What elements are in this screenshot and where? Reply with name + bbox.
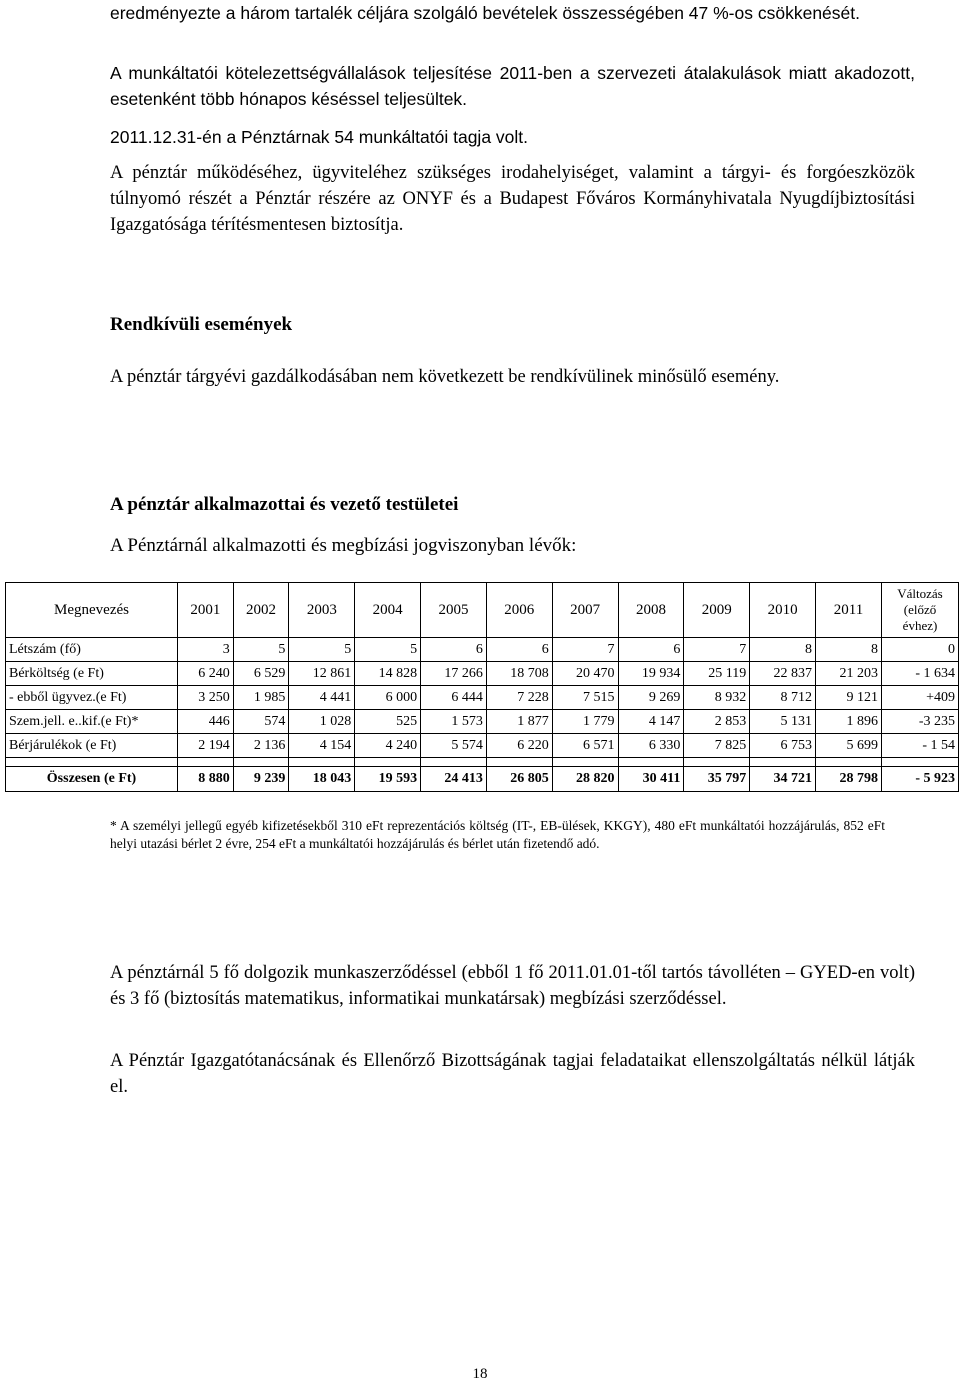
header-year: 2006 — [486, 583, 552, 638]
table-row — [6, 734, 959, 758]
paragraph-employer-members: 2011.12.31-én a Pénztárnak 54 munkáltatói tagja volt. — [110, 127, 529, 147]
table-total-row — [6, 767, 959, 792]
row-value: 1 877 — [486, 710, 552, 734]
row-value: 21 203 — [816, 662, 882, 686]
header-year: 2005 — [421, 583, 487, 638]
row-value: 6 220 — [486, 734, 552, 758]
paragraph-employees-intro: A Pénztárnál alkalmazotti és megbízási jogviszonyban lévők: — [110, 535, 577, 556]
spacer-cell — [486, 758, 552, 767]
row-value: 2 194 — [178, 734, 234, 758]
spacer-cell — [178, 758, 234, 767]
row-label: Szem.jell. e..kif.(e Ft)* — [6, 710, 178, 734]
heading-employees-boards: A pénztár alkalmazottai és vezető testületei — [110, 494, 459, 515]
header-year: 2007 — [552, 583, 618, 638]
header-year: 2008 — [618, 583, 684, 638]
row-value: 7 515 — [552, 686, 618, 710]
row-value: 22 837 — [750, 662, 816, 686]
row-label: - ebből ügyvez.(e Ft) — [6, 686, 178, 710]
row-value: 6 753 — [750, 734, 816, 758]
row-value: 1 028 — [289, 710, 355, 734]
row-label: Összesen (e Ft) — [6, 767, 178, 792]
row-value: 28 798 — [816, 767, 882, 792]
heading-extraordinary-events: Rendkívüli események — [110, 314, 293, 335]
table-footnote: * A személyi jellegű egyéb kifizetésekből 310 eFt reprezentációs költség (IT-, EB-ülések, KKGY), 480 eFt munkáltatói hozzájárulás, 852 eFt helyi utazási bérlet 2 évre, 254 eFt a munkáltatói hozzájárulás és bérlet után fizetendő adó. — [110, 818, 885, 851]
spacer-cell — [6, 758, 178, 767]
paragraph-extraordinary-events: A pénztár tárgyévi gazdálkodásában nem következett be rendkívülinek minősülő esemény. — [110, 367, 780, 387]
row-value: 6 330 — [618, 734, 684, 758]
spacer-cell — [355, 758, 421, 767]
row-value: 6 240 — [178, 662, 234, 686]
header-year: 2001 — [178, 583, 234, 638]
employees-table — [5, 582, 959, 792]
row-label: Bérjárulékok (e Ft) — [6, 734, 178, 758]
row-value: 6 444 — [421, 686, 487, 710]
row-value: 1 985 — [233, 686, 289, 710]
row-value: 8 880 — [178, 767, 234, 792]
header-year: 2003 — [289, 583, 355, 638]
row-value: 6 — [421, 638, 487, 662]
row-value: 9 269 — [618, 686, 684, 710]
row-value: 1 573 — [421, 710, 487, 734]
spacer-cell — [684, 758, 750, 767]
row-change: 0 — [882, 638, 959, 662]
row-change: +409 — [882, 686, 959, 710]
row-value: 2 853 — [684, 710, 750, 734]
table-row — [6, 686, 959, 710]
page-number: 18 — [472, 1366, 488, 1382]
row-change: - 1 634 — [882, 662, 959, 686]
row-value: 6 529 — [233, 662, 289, 686]
row-value: 26 805 — [486, 767, 552, 792]
row-value: 1 896 — [816, 710, 882, 734]
row-value: 19 934 — [618, 662, 684, 686]
header-year: 2009 — [684, 583, 750, 638]
row-change: - 5 923 — [882, 767, 959, 792]
row-value: 6 571 — [552, 734, 618, 758]
row-value: 2 136 — [233, 734, 289, 758]
row-value: 525 — [355, 710, 421, 734]
row-value: 574 — [233, 710, 289, 734]
row-value: 7 825 — [684, 734, 750, 758]
spacer-cell — [289, 758, 355, 767]
row-value: 12 861 — [289, 662, 355, 686]
header-year: 2002 — [233, 583, 289, 638]
row-value: 9 121 — [816, 686, 882, 710]
spacer-cell — [816, 758, 882, 767]
row-value: 5 699 — [816, 734, 882, 758]
row-value: 30 411 — [618, 767, 684, 792]
header-year: 2004 — [355, 583, 421, 638]
row-value: 4 441 — [289, 686, 355, 710]
row-label: Bérköltség (e Ft) — [6, 662, 178, 686]
row-value: 5 — [355, 638, 421, 662]
row-value: 19 593 — [355, 767, 421, 792]
header-label: Megnevezés — [6, 583, 178, 638]
row-value: 9 239 — [233, 767, 289, 792]
row-value: 4 147 — [618, 710, 684, 734]
row-value: 18 043 — [289, 767, 355, 792]
row-change: - 1 54 — [882, 734, 959, 758]
paragraph-board-members: A Pénztár Igazgatótanácsának és Ellenőrző Bizottságának tagjai feladataikat ellenszolgáltatás nélkül látják el. — [110, 1051, 915, 1097]
row-value: 6 — [618, 638, 684, 662]
row-value: 8 932 — [684, 686, 750, 710]
table-row — [6, 638, 959, 662]
table-header-row — [6, 583, 959, 638]
row-value: 1 779 — [552, 710, 618, 734]
row-label: Létszám (fő) — [6, 638, 178, 662]
row-value: 3 — [178, 638, 234, 662]
table-spacer-row — [6, 758, 959, 767]
header-change: Változás (előző évhez) — [882, 583, 959, 638]
row-value: 25 119 — [684, 662, 750, 686]
row-value: 4 154 — [289, 734, 355, 758]
header-year: 2011 — [816, 583, 882, 638]
row-change: -3 235 — [882, 710, 959, 734]
table-row — [6, 662, 959, 686]
row-value: 5 — [289, 638, 355, 662]
spacer-cell — [750, 758, 816, 767]
row-value: 14 828 — [355, 662, 421, 686]
header-year: 2010 — [750, 583, 816, 638]
row-value: 18 708 — [486, 662, 552, 686]
row-value: 20 470 — [552, 662, 618, 686]
row-value: 4 240 — [355, 734, 421, 758]
row-value: 35 797 — [684, 767, 750, 792]
row-value: 5 131 — [750, 710, 816, 734]
spacer-cell — [233, 758, 289, 767]
row-value: 7 — [684, 638, 750, 662]
paragraph-employer-obligations: A munkáltatói kötelezettségvállalások teljesítése 2011-ben a szervezeti átalakulások miatt akadozott, esetenként több hónapos késéssel teljesültek. — [110, 63, 915, 109]
spacer-cell — [618, 758, 684, 767]
row-value: 446 — [178, 710, 234, 734]
row-value: 34 721 — [750, 767, 816, 792]
row-value: 28 820 — [552, 767, 618, 792]
paragraph-office-premises: A pénztár működéséhez, ügyviteléhez szükséges irodahelyiséget, valamint a tárgyi- és forgóeszközök túlnyomó részét a Pénztár részére az ONYF és a Budapest Főváros Kormányhivatala Nyugdíjbiztosítási Igazgatósága térítésmentesen biztosítja. — [110, 163, 915, 235]
row-value: 8 712 — [750, 686, 816, 710]
paragraph-continuation: eredményezte a három tartalék céljára szolgáló bevételek összességében 47 %-os csökkenését. — [110, 3, 860, 23]
row-value: 7 228 — [486, 686, 552, 710]
row-value: 17 266 — [421, 662, 487, 686]
row-value: 3 250 — [178, 686, 234, 710]
row-value: 6 000 — [355, 686, 421, 710]
row-value: 7 — [552, 638, 618, 662]
spacer-cell — [421, 758, 487, 767]
row-value: 6 — [486, 638, 552, 662]
row-value: 5 — [233, 638, 289, 662]
row-value: 8 — [750, 638, 816, 662]
row-value: 24 413 — [421, 767, 487, 792]
paragraph-staff-count: A pénztárnál 5 fő dolgozik munkaszerződéssel (ebből 1 fő 2011.01.01-től tartós távolléten – GYED-en volt) és 3 fő (biztosítás matematikus, informatikai munkatársak) megbízási szerződéssel. — [110, 963, 915, 1009]
table-row — [6, 710, 959, 734]
spacer-cell — [882, 758, 959, 767]
row-value: 5 574 — [421, 734, 487, 758]
spacer-cell — [552, 758, 618, 767]
row-value: 8 — [816, 638, 882, 662]
